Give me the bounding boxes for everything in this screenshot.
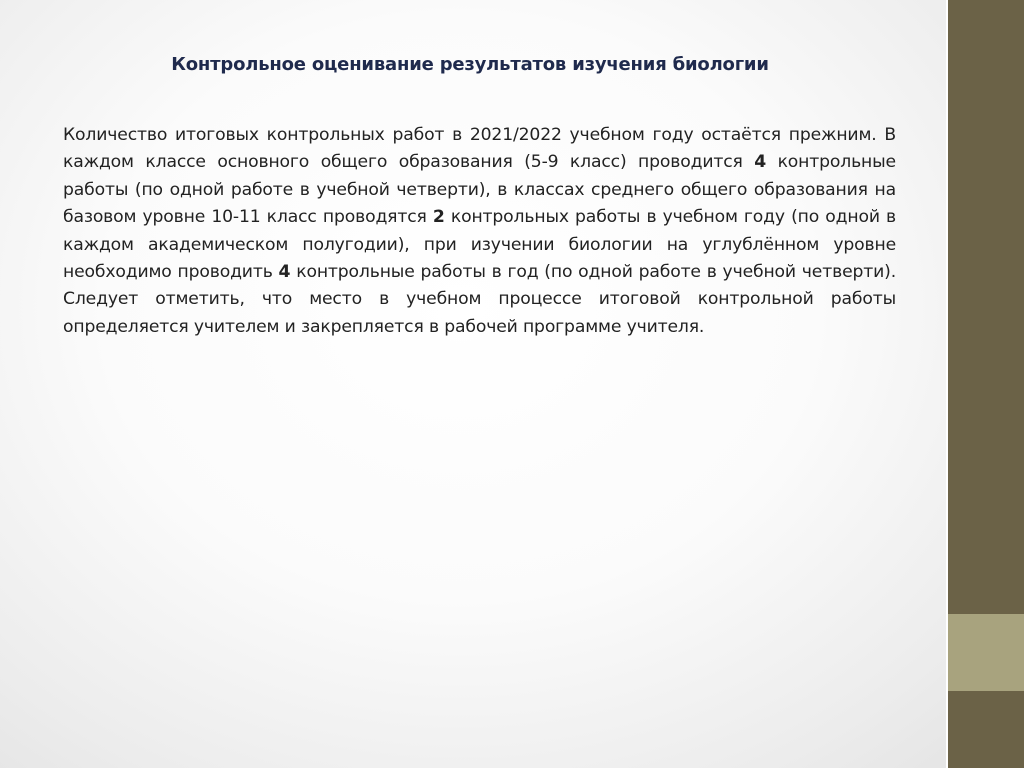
body-bold-count-3: 4 <box>278 262 291 283</box>
body-bold-count-1: 4 <box>754 152 767 173</box>
body-text-part-4: контрольные работы в год (по одной работе в учебной четверти). Следует отметить, что место в учебном процессе итоговой контрольной работы определяется учителем и закрепляется в рабочей программе учителя. <box>63 262 897 337</box>
slide-title: Контрольное оценивание результатов изучения биологии <box>171 54 769 75</box>
body-text-part-3: контрольных работы в учебном году (по одной в каждом академическом полугодии), при изучении биологии на углублённом уровне необходимо проводить <box>63 207 896 283</box>
body-text-part-1: Количество итоговых контрольных работ в 2021/2022 учебном году остаётся прежним. В каждом классе основного общего образования (5-9 класс) проводится <box>63 125 896 173</box>
decorative-sidebar-accent <box>948 614 1024 691</box>
body-text-part-2: контрольные работы (по одной работе в учебной четверти), в классах среднего общего образования на базовом уровне 10-11 класс проводятся <box>63 152 896 228</box>
slide-body-paragraph <box>63 122 896 341</box>
body-bold-count-2: 2 <box>432 207 445 228</box>
